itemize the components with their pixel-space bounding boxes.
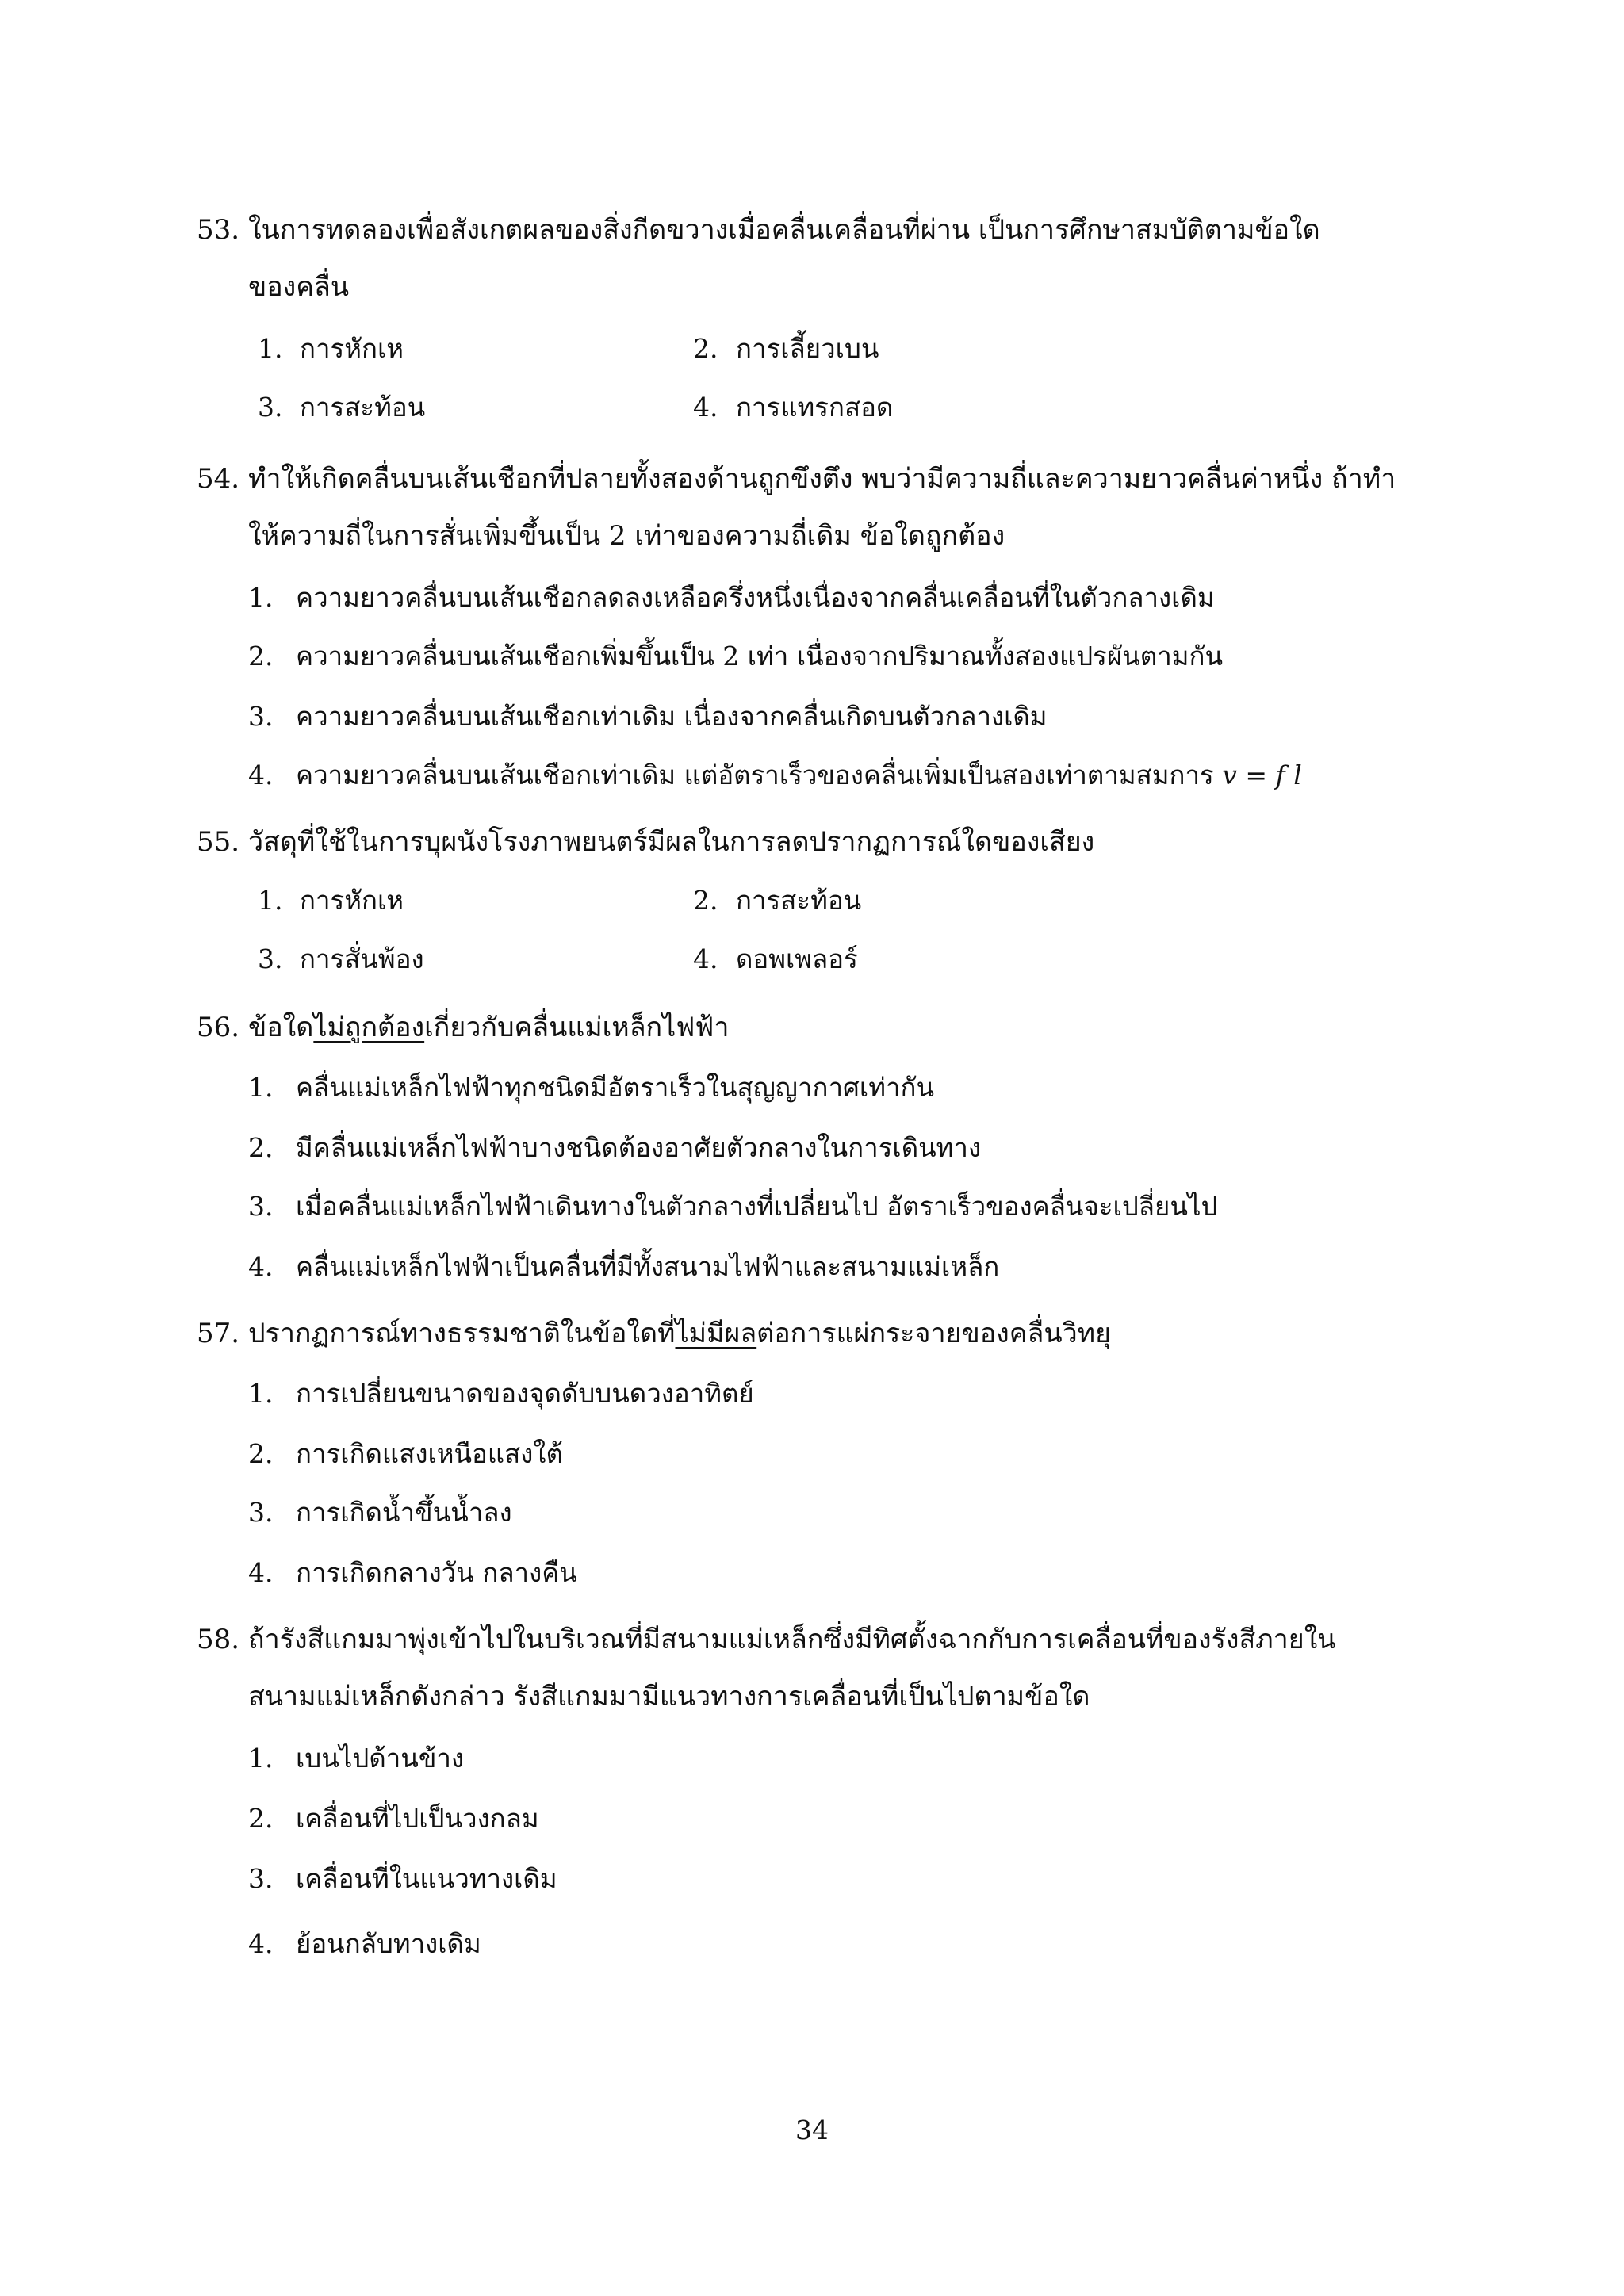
option-number: 2. bbox=[248, 1132, 274, 1163]
emphasis-not-correct: ไม่ถูกต้อง bbox=[313, 1012, 425, 1043]
option-text: การสั่นพ้อง bbox=[300, 943, 424, 974]
option-number: 2. bbox=[693, 333, 718, 364]
question-text-part: เกี่ยวกับคลื่นแม่เหล็กไฟฟ้า bbox=[424, 1012, 730, 1043]
option-number: 4. bbox=[693, 392, 718, 423]
option-text: เคลื่อนที่ไปเป็นวงกลม bbox=[296, 1803, 539, 1834]
question-number: 55. bbox=[197, 826, 240, 858]
option-number: 2. bbox=[693, 885, 718, 916]
question-number: 58. bbox=[197, 1624, 240, 1655]
page-number: 34 bbox=[795, 2114, 829, 2145]
option-number: 3. bbox=[248, 1191, 274, 1222]
option-text: เคลื่อนที่ในแนวทางเดิม bbox=[296, 1863, 557, 1894]
question-text-line bbox=[248, 1010, 729, 1045]
question-text-line: ของคลื่น bbox=[248, 271, 350, 303]
question-text-line: ทำให้เกิดคลื่นบนเส้นเชือกที่ปลายทั้งสองด้านถูกขึงตึง พบว่ามีความถี่และความยาวคลื่นค่าหนึ่ง ถ้าทำ bbox=[248, 463, 1396, 495]
option-number: 3. bbox=[258, 943, 283, 974]
question-text-line: ถ้ารังสีแกมมาพุ่งเข้าไปในบริเวณที่มีสนามแม่เหล็กซึ่งมีทิศตั้งฉากกับการเคลื่อนที่ของรังสีภายใน bbox=[248, 1624, 1336, 1655]
option-text: การสะท้อน bbox=[300, 392, 426, 423]
option-text: ดอพเพลอร์ bbox=[736, 943, 858, 974]
option-text: เมื่อคลื่นแม่เหล็กไฟฟ้าเดินทางในตัวกลางที่เปลี่ยนไป อัตราเร็วของคลื่นจะเปลี่ยนไป bbox=[296, 1191, 1218, 1222]
question-text-line: ให้ความถี่ในการสั่นเพิ่มขึ้นเป็น 2 เท่าของความถี่เดิม ข้อใดถูกต้อง bbox=[248, 520, 1005, 552]
question-text-line: ในการทดลองเพื่อสังเกตผลของสิ่งกีดขวางเมื่อคลื่นเคลื่อนที่ผ่าน เป็นการศึกษาสมบัติตามข้อใด bbox=[248, 214, 1320, 246]
question-number: 53. bbox=[197, 214, 240, 246]
option-number: 3. bbox=[258, 392, 283, 423]
option-number: 3. bbox=[248, 1497, 274, 1528]
question-text-part: ต่อการแผ่กระจายของคลื่นวิทยุ bbox=[756, 1318, 1112, 1349]
question-number: 56. bbox=[197, 1012, 240, 1043]
option-text: การสะท้อน bbox=[736, 885, 862, 916]
option-number: 3. bbox=[248, 701, 274, 732]
question-text-line: สนามแม่เหล็กดังกล่าว รังสีแกมมามีแนวทางการเคลื่อนที่เป็นไปตามข้อใด bbox=[248, 1681, 1090, 1712]
option-text: คลื่นแม่เหล็กไฟฟ้าเป็นคลื่นที่มีทั้งสนามไฟฟ้าและสนามแม่เหล็ก bbox=[296, 1251, 1000, 1282]
option-text: เบนไปด้านข้าง bbox=[296, 1743, 465, 1774]
option-number: 4. bbox=[248, 1251, 274, 1282]
option-number: 3. bbox=[248, 1863, 274, 1894]
option-text: มีคลื่นแม่เหล็กไฟฟ้าบางชนิดต้องอาศัยตัวกลางในการเดินทาง bbox=[296, 1132, 982, 1163]
emphasis-no-effect: ไม่มีผล bbox=[675, 1318, 757, 1349]
option-text: ความยาวคลื่นบนเส้นเชือกเท่าเดิม เนื่องจากคลื่นเกิดบนตัวกลางเดิม bbox=[296, 701, 1048, 732]
option-text: การหักเห bbox=[300, 885, 404, 916]
question-number: 57. bbox=[197, 1318, 240, 1349]
option-text-prefix: ความยาวคลื่นบนเส้นเชือกเท่าเดิม แต่อัตราเร็วของคลื่นเพิ่มเป็นสองเท่าตามสมการ bbox=[296, 760, 1223, 790]
option-number: 1. bbox=[248, 1378, 274, 1409]
option-text: ความยาวคลื่นบนเส้นเชือกเพิ่มขึ้นเป็น 2 เท่า เนื่องจากปริมาณทั้งสองแปรผันตามกัน bbox=[296, 641, 1224, 672]
option-number: 1. bbox=[248, 1072, 274, 1103]
option-number: 2. bbox=[248, 641, 274, 672]
option-text: ย้อนกลับทางเดิม bbox=[296, 1928, 481, 1959]
option-number: 4. bbox=[693, 943, 718, 974]
option-number: 1. bbox=[248, 582, 274, 613]
option-number: 1. bbox=[258, 333, 283, 364]
option-number: 1. bbox=[248, 1743, 274, 1774]
option-number: 2. bbox=[248, 1803, 274, 1834]
option-text: การหักเห bbox=[300, 333, 404, 364]
question-number: 54. bbox=[197, 463, 240, 495]
option-number: 2. bbox=[248, 1438, 274, 1469]
option-number: 4. bbox=[248, 1557, 274, 1588]
option-text: การเลี้ยวเบน bbox=[736, 333, 879, 364]
question-text-line: วัสดุที่ใช้ในการบุผนังโรงภาพยนตร์มีผลในการลดปรากฏการณ์ใดของเสียง bbox=[248, 826, 1095, 858]
option-text: การเกิดน้ำขึ้นน้ำลง bbox=[296, 1497, 512, 1528]
option-text: การเปลี่ยนขนาดของจุดดับบนดวงอาทิตย์ bbox=[296, 1378, 754, 1409]
option-number: 4. bbox=[248, 760, 274, 790]
question-text-line bbox=[248, 1316, 1111, 1351]
question-text-part: ปรากฏการณ์ทางธรรมชาติในข้อใดที่ bbox=[248, 1318, 676, 1349]
option-text: คลื่นแม่เหล็กไฟฟ้าทุกชนิดมีอัตราเร็วในสุญญากาศเท่ากัน bbox=[296, 1072, 935, 1103]
option-text: การเกิดแสงเหนือแสงใต้ bbox=[296, 1438, 563, 1469]
option-number: 4. bbox=[248, 1928, 274, 1959]
wave-equation: v = f l bbox=[1222, 760, 1302, 790]
option-text: การเกิดกลางวัน กลางคืน bbox=[296, 1557, 577, 1588]
question-text-part: ข้อใด bbox=[248, 1012, 314, 1043]
option-text: ความยาวคลื่นบนเส้นเชือกลดลงเหลือครึ่งหนึ่งเนื่องจากคลื่นเคลื่อนที่ในตัวกลางเดิม bbox=[296, 582, 1215, 613]
option-text bbox=[296, 758, 1302, 793]
option-number: 1. bbox=[258, 885, 283, 916]
option-text: การแทรกสอด bbox=[736, 392, 894, 423]
